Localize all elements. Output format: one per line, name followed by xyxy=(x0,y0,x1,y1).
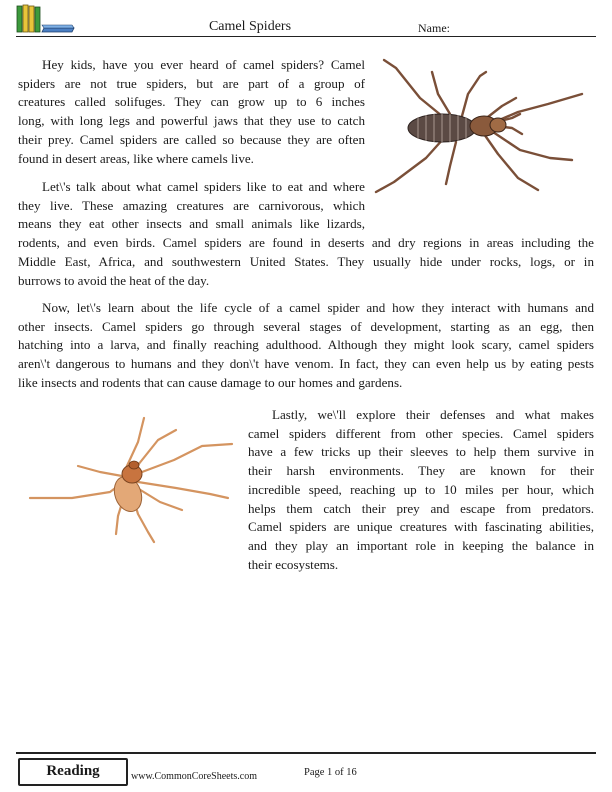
paragraph-line: hatching into a larva, and finally reaching adulthood. Although they might look scary, camel spiders xyxy=(18,337,594,353)
page-title: Camel Spiders xyxy=(208,19,292,34)
paragraph-line: like insects and rodents that can cause damage to our homes and gardens. xyxy=(18,374,403,390)
paragraph-line: means they eat other insects and small animals like lizards, xyxy=(18,216,365,232)
paragraph-line: Middle East, Africa, and southwestern United States. They usually hide under rocks, logs, or in xyxy=(18,253,594,269)
page-number: Page 1 of 16 xyxy=(304,767,357,778)
paragraph-line: camel spiders different from other species. Camel spiders xyxy=(248,425,594,441)
site-url: www.CommonCoreSheets.com xyxy=(131,771,258,782)
paragraph-line: have a few tricks up their sleeves to help them survive in xyxy=(248,444,594,460)
paragraph-line: Lastly, we\'ll explore their defenses and what makes xyxy=(272,407,594,422)
paragraph-4 xyxy=(248,406,594,574)
paragraph-line: their harsh environments. They are known for their xyxy=(248,463,594,479)
paragraph-2 xyxy=(18,178,594,290)
paragraph-line: they live. These amazing creatures are carnivorous, which xyxy=(18,197,365,213)
paragraph-line: Now, let\'s learn about the life cycle of a camel spider and how they interact with humans and xyxy=(42,300,594,315)
paragraph-3 xyxy=(18,299,594,393)
paragraph-line: helps them catch their prey and escape from predators. xyxy=(248,500,594,516)
worksheet-header xyxy=(0,0,612,40)
paragraph-line: other insects. Camel spiders go through several stages of development, starting as an egg, then xyxy=(18,318,594,334)
paragraph-line: creatures called solifuges. They can grow up to 6 inches xyxy=(18,94,365,110)
paragraph-line: burrows to avoid the heat of the day. xyxy=(18,272,210,288)
paragraph-line: long, with long legs and powerful jaws that they use to catch xyxy=(18,113,365,129)
paragraph-line: their prey. Camel spiders are called so because they are often xyxy=(18,131,365,147)
paragraph-line: Camel spiders are unique creatures with fascinating abilities, xyxy=(248,519,594,535)
camel-spider-light-icon xyxy=(26,410,240,546)
subject-label: Reading xyxy=(18,758,128,786)
name-label: Name: xyxy=(418,21,450,35)
header-divider xyxy=(16,36,596,37)
paragraph-1 xyxy=(18,56,365,168)
paragraph-line: found in desert areas, like where camels live. xyxy=(18,150,254,166)
paragraph-line: their ecosystems. xyxy=(248,556,339,572)
paragraph-line: incredible speed, reaching up to 10 miles per hour, which xyxy=(248,481,594,497)
paragraph-line: aren\'t dangerous to humans and they don\'t have venom. In fact, they can even help us by eating pests xyxy=(18,356,594,372)
footer-divider xyxy=(16,752,596,754)
paragraph-line: Hey kids, have you ever heard of camel spiders? Camel xyxy=(42,57,365,72)
paragraph-line: spiders are not true spiders, but are part of a group of xyxy=(18,75,365,91)
paragraph-line: and they play an important role in keeping the balance in xyxy=(248,537,594,553)
paragraph-line: rodents, and even birds. Camel spiders are found in deserts and dry regions in areas including the xyxy=(18,235,594,251)
paragraph-line: Let\'s talk about what camel spiders like to eat and where xyxy=(42,179,365,194)
